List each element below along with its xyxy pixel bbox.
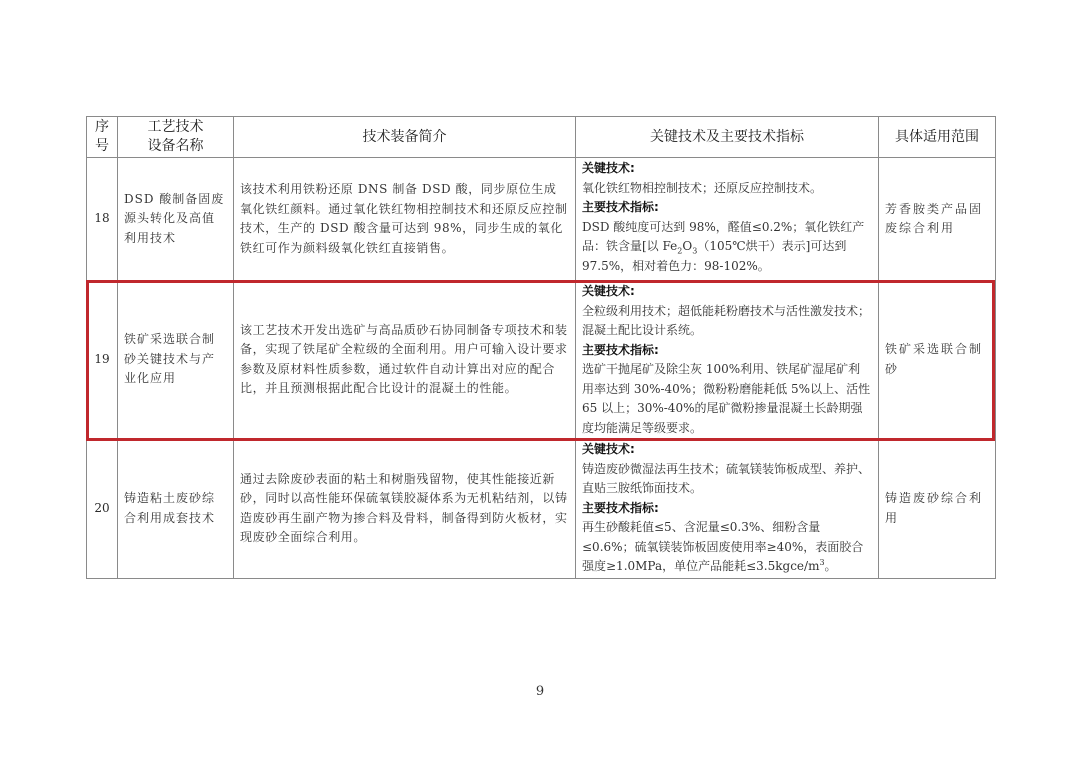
header-text: 设备名称: [147, 138, 204, 154]
row-number: 19: [87, 281, 118, 439]
technology-name: 铁矿采选联合制砂关键技术与产业化应用: [118, 281, 234, 439]
table-row: [87, 158, 996, 281]
technology-name: DSD 酸制备固废源头转化及高值利用技术: [118, 158, 234, 281]
metrics-text-part: DSD 酸纯度可达到 98%，醛值≤0.2%；氧化铁红产品：铁含量[以 Fe: [582, 219, 865, 253]
header-applicable-scope: 具体适用范围: [879, 117, 996, 158]
superscript: 3: [819, 558, 825, 567]
metrics-text-part: O: [682, 239, 693, 253]
metrics-text-part: 。: [824, 559, 837, 573]
key-tech-label: 关键技术:: [582, 284, 635, 298]
metrics-label: 主要技术指标:: [582, 500, 659, 515]
metrics-text-part: （105℃烘干）表示]可达到 97.5%，相对着色力：98-102%。: [582, 239, 847, 273]
metrics-label: 主要技术指标:: [582, 200, 659, 214]
metrics-text: 选矿干抛尾矿及除尘灰 100%利用、铁尾矿湿尾矿利用率达到 30%-40%；微粉粉磨能耗低 5%以上、活性 65 以上；30%-40%的尾矿微粉掺量混凝土长龄期强度均能满足等级要求。: [582, 362, 871, 435]
subscript: 3: [692, 246, 698, 256]
header-key-tech-metrics: 关键技术及主要技术指标: [576, 117, 879, 158]
header-technology-name: [118, 117, 234, 158]
key-tech-metrics: [576, 158, 879, 281]
table-row-highlighted: [87, 281, 996, 439]
technology-table: [86, 116, 996, 579]
table-header-row: [87, 117, 996, 158]
metrics-label: 主要技术指标:: [582, 342, 659, 357]
applicable-scope: 铁矿采选联合制砂: [879, 281, 996, 439]
key-tech-text: 氧化铁红物相控制技术；还原反应控制技术。: [582, 180, 823, 195]
metrics-text: [582, 518, 872, 577]
page-number: 9: [535, 684, 545, 699]
table-row: [87, 439, 996, 579]
technology-description: 该技术利用铁粉还原 DNS 制备 DSD 酸，同步原位生成氧化铁红颜料。通过氧化铁红物相控制技术和还原反应控制技术，生产的 DSD 酸含量可达到 98%，同步生成的氧化铁红可作为颜料级氧化铁红直接销售。: [234, 158, 576, 281]
key-tech-metrics: [576, 281, 879, 439]
header-description: 技术装备简介: [234, 117, 576, 158]
metrics-text: [582, 218, 872, 277]
header-text: 序: [95, 119, 109, 135]
header-text: 工艺技术: [147, 119, 204, 135]
header-text: 号: [95, 138, 109, 154]
header-serial-number: [87, 117, 118, 158]
technology-description: 该工艺技术开发出选矿与高品质砂石协同制备专项技术和装备，实现了铁尾矿全粒级的全面利用。用户可输入设计要求参数及原材料性质参数，通过软件自动计算出对应的配合比，并且预测根据此配合比设计的混凝土的性能。: [234, 281, 576, 439]
key-tech-label: 关键技术:: [582, 161, 635, 175]
key-tech-metrics: [576, 439, 879, 579]
technology-name: 铸造粘土废砂综合利用成套技术: [118, 439, 234, 579]
subscript: 2: [677, 246, 683, 256]
applicable-scope: 铸造废砂综合利用: [879, 439, 996, 579]
key-tech-text: 铸造废砂微湿法再生技术；硫氧镁装饰板成型、养护、直贴三胺纸饰面技术。: [582, 461, 871, 495]
key-tech-text: 全粒级利用技术；超低能耗粉磨技术与活性激发技术；混凝土配比设计系统。: [582, 303, 871, 337]
applicable-scope: 芳香胺类产品固废综合利用: [879, 158, 996, 281]
row-number: 18: [87, 158, 118, 281]
technology-description: 通过去除废砂表面的粘土和树脂残留物，使其性能接近新砂，同时以高性能环保硫氧镁胶凝体系为无机粘结剂，以铸造废砂再生副产物为掺合料及骨料，制备得到防火板材，实现废砂全面综合利用。: [234, 439, 576, 579]
row-number: 20: [87, 439, 118, 579]
key-tech-label: 关键技术:: [582, 442, 635, 456]
metrics-text-part: 再生砂酸耗值≤5、含泥量≤0.3%、细粉含量≤0.6%；硫氧镁装饰板固废使用率≥40%，表面胶合强度≥1.0MPa，单位产品能耗≤3.5kgce/m: [582, 520, 864, 573]
